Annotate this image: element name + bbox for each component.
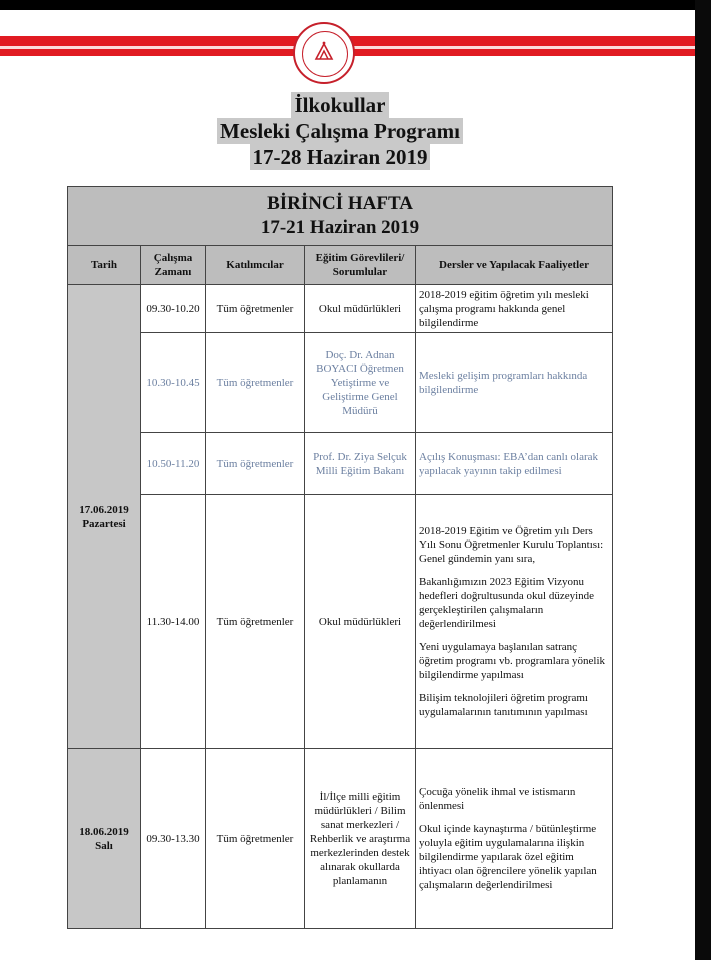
date-cell-monday — [68, 285, 141, 749]
document-title — [0, 92, 680, 170]
ministry-seal-icon — [293, 22, 355, 84]
activity-item: Çocuğa yönelik ihmal ve istismarın önlenmesi — [419, 786, 576, 812]
participants-cell: Tüm öğretmenler — [206, 333, 305, 433]
activity-item: Yeni uygulamaya başlanılan satranç öğretim programı vb. programlara yönelik bilgilendirme yapılması — [419, 641, 606, 681]
title-line-1: İlkokullar — [291, 92, 388, 118]
title-line-3: 17-28 Haziran 2019 — [250, 144, 431, 170]
participants-cell: Tüm öğretmenler — [206, 285, 305, 333]
activity-item: Açılış Konuşması: EBA’dan canlı olarak yapılacak yayının takip edilmesi — [419, 450, 599, 477]
participants-cell: Tüm öğretmenler — [206, 433, 305, 495]
table-row — [68, 495, 613, 749]
activity-item: Mesleki gelişim programları hakkında bilgilendirme — [419, 369, 588, 396]
responsible-cell: İl/İlçe milli eğitim müdürlükleri / Bilim sanat merkezleri / Rehberlik ve araştırma merkezlerinden destek alınarak okullarda planlamanın — [305, 749, 416, 929]
table-row — [68, 433, 613, 495]
week-header — [68, 187, 613, 246]
time-cell: 09.30-10.20 — [141, 285, 206, 333]
participants-cell: Tüm öğretmenler — [206, 749, 305, 929]
week-title: BİRİNCİ HAFTA — [267, 193, 413, 214]
column-headers — [68, 246, 613, 285]
activity-item: Okul içinde kaynaştırma / bütünleştirme yoluyla eğitim uygulamalarına ilişkin bilgilendirme yapılarak özel eğitim ihtiyacı olan öğrencilere yönelik yapılan çalışmaların değerlendirilmesi — [419, 823, 597, 891]
weekday-value: Pazartesi — [82, 517, 126, 530]
participants-cell: Tüm öğretmenler — [206, 495, 305, 749]
time-cell: 11.30-14.00 — [141, 495, 206, 749]
program-table — [67, 186, 613, 929]
table-row — [68, 749, 613, 929]
activities-cell — [416, 495, 613, 749]
activities-cell — [416, 749, 613, 929]
responsible-cell: Okul müdürlükleri — [305, 285, 416, 333]
time-cell: 09.30-13.30 — [141, 749, 206, 929]
time-cell: 10.30-10.45 — [141, 333, 206, 433]
date-value: 18.06.2019 — [79, 825, 129, 838]
activities-cell — [416, 285, 613, 333]
col-responsible-header: Eğitim Görevlileri/ Sorumlular — [305, 246, 416, 285]
activity-item: 2018-2019 eğitim öğretim yılı mesleki çalışma programı hakkında genel bilgilendirme — [419, 288, 589, 329]
date-value: 17.06.2019 — [79, 503, 129, 516]
responsible-cell: Prof. Dr. Ziya Selçuk Milli Eğitim Bakanı — [305, 433, 416, 495]
activity-item: 2018-2019 Eğitim ve Öğretim yılı Ders Yılı Sonu Öğretmenler Kurulu Toplantısı: Genel gündemin yanı sıra, — [419, 525, 604, 565]
time-cell: 10.50-11.20 — [141, 433, 206, 495]
col-date-header: Tarih — [68, 246, 141, 285]
right-border — [695, 0, 711, 960]
top-border — [0, 0, 711, 10]
col-activities-header: Dersler ve Yapılacak Faaliyetler — [416, 246, 613, 285]
responsible-cell: Doç. Dr. Adnan BOYACI Öğretmen Yetiştirme ve Geliştirme Genel Müdürü — [305, 333, 416, 433]
seal-emblem-icon — [312, 39, 336, 63]
date-cell-tuesday — [68, 749, 141, 929]
table-row — [68, 333, 613, 433]
activities-cell — [416, 333, 613, 433]
table-row — [68, 285, 613, 333]
col-time-header: Çalışma Zamanı — [141, 246, 206, 285]
col-participants-header: Katılımcılar — [206, 246, 305, 285]
week-dates: 17-21 Haziran 2019 — [260, 217, 420, 238]
activities-cell — [416, 433, 613, 495]
title-line-2: Mesleki Çalışma Programı — [217, 118, 463, 144]
activity-item: Bilişim teknolojileri öğretim programı uygulamalarının tanıtımının yapılması — [419, 692, 588, 718]
weekday-value: Salı — [95, 839, 113, 852]
activity-item: Bakanlığımızın 2023 Eğitim Vizyonu hedefleri doğrultusunda okul düzeyinde gerçekleştirilen çalışmaların değerlendirilmesi — [419, 576, 595, 630]
responsible-cell: Okul müdürlükleri — [305, 495, 416, 749]
